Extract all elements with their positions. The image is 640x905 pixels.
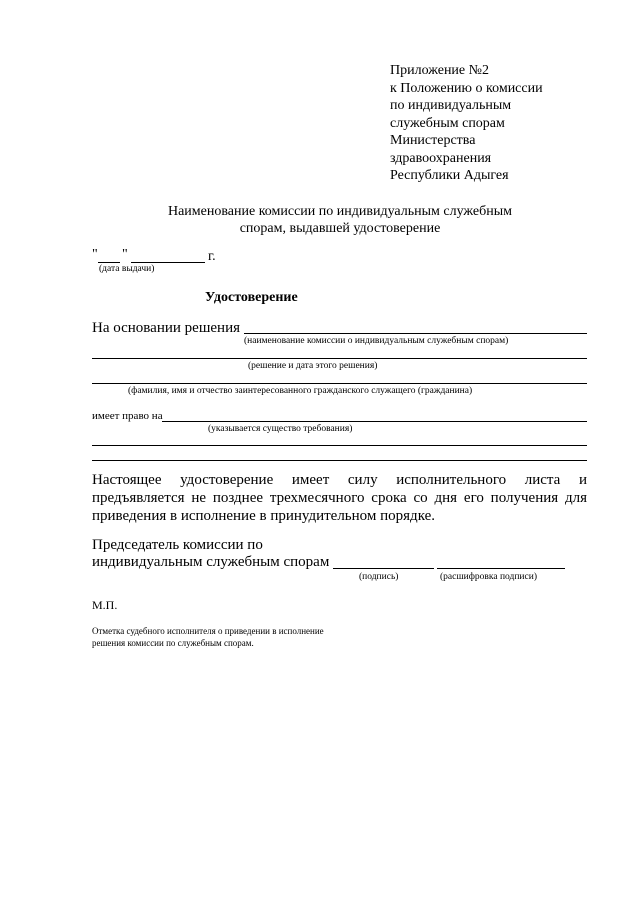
bailiff-note-line1: Отметка судебного исполнителя о приведении в исполнение [92,626,324,636]
appendix-line: служебным спорам [390,115,505,131]
date-hint: (дата выдачи) [99,264,155,274]
validity-line2: предъявляется не позднее трехмесячного срока со дня его получения для [92,490,587,506]
commission-name-line1: Наименование комиссии по индивидуальным служебным [167,204,512,219]
basis-label: На основании решения [92,320,240,336]
claim-field[interactable] [162,421,587,422]
decision-hint: (решение и дата этого решения) [248,361,378,371]
appendix-line: к Положению о комиссии [390,80,543,96]
validity-line1: Настоящее удостоверение имеет силу исполнительного листа и [92,472,587,488]
right-label: имеет право на [92,410,163,422]
appendix-line: Приложение №2 [390,63,489,78]
chairman-line1: Председатель комиссии по [92,537,263,553]
appendix-line: по индивидуальным [390,98,512,113]
signature-field[interactable] [333,568,434,569]
document-title: Удостоверение [205,290,298,305]
commission-name-line2: спорам, выдавшей удостоверение [239,221,441,236]
signature-hint: (подпись) [359,572,399,582]
commission-name-field[interactable] [244,333,587,334]
appendix-line: Министерства [390,133,476,148]
commission-name-heading [100,203,580,237]
appendix-block [390,62,543,185]
date-quote-close: " [122,247,128,262]
date-quote-open: " [92,247,98,262]
claim-field-extra[interactable] [92,460,587,461]
bailiff-note [92,626,324,649]
bailiff-note-line2: решения комиссии по служебным спорам. [92,637,254,648]
date-year-suffix: г. [208,249,216,264]
commission-name-hint: (наименование комиссии о индивидуальным служебным спорам) [244,336,509,346]
appendix-line: Республики Адыгея [390,168,509,183]
signature-decoding-hint: (расшифровка подписи) [440,572,537,582]
decision-field[interactable] [92,358,587,359]
date-day-field[interactable] [98,262,120,263]
person-name-field[interactable] [92,383,587,384]
signature-decoding-field[interactable] [437,568,565,569]
stamp-place: М.П. [92,598,118,612]
validity-line3: приведения в исполнение в принудительном порядке. [92,508,436,524]
date-month-field[interactable] [131,262,205,263]
claim-field-extra[interactable] [92,445,587,446]
appendix-line: здравоохранения [390,150,492,166]
person-name-hint: (фамилия, имя и отчество заинтересованного гражданского служащего (гражданина) [128,386,473,396]
chairman-line2: индивидуальным служебным спорам [92,554,330,570]
claim-hint: (указывается существо требования) [208,424,353,434]
